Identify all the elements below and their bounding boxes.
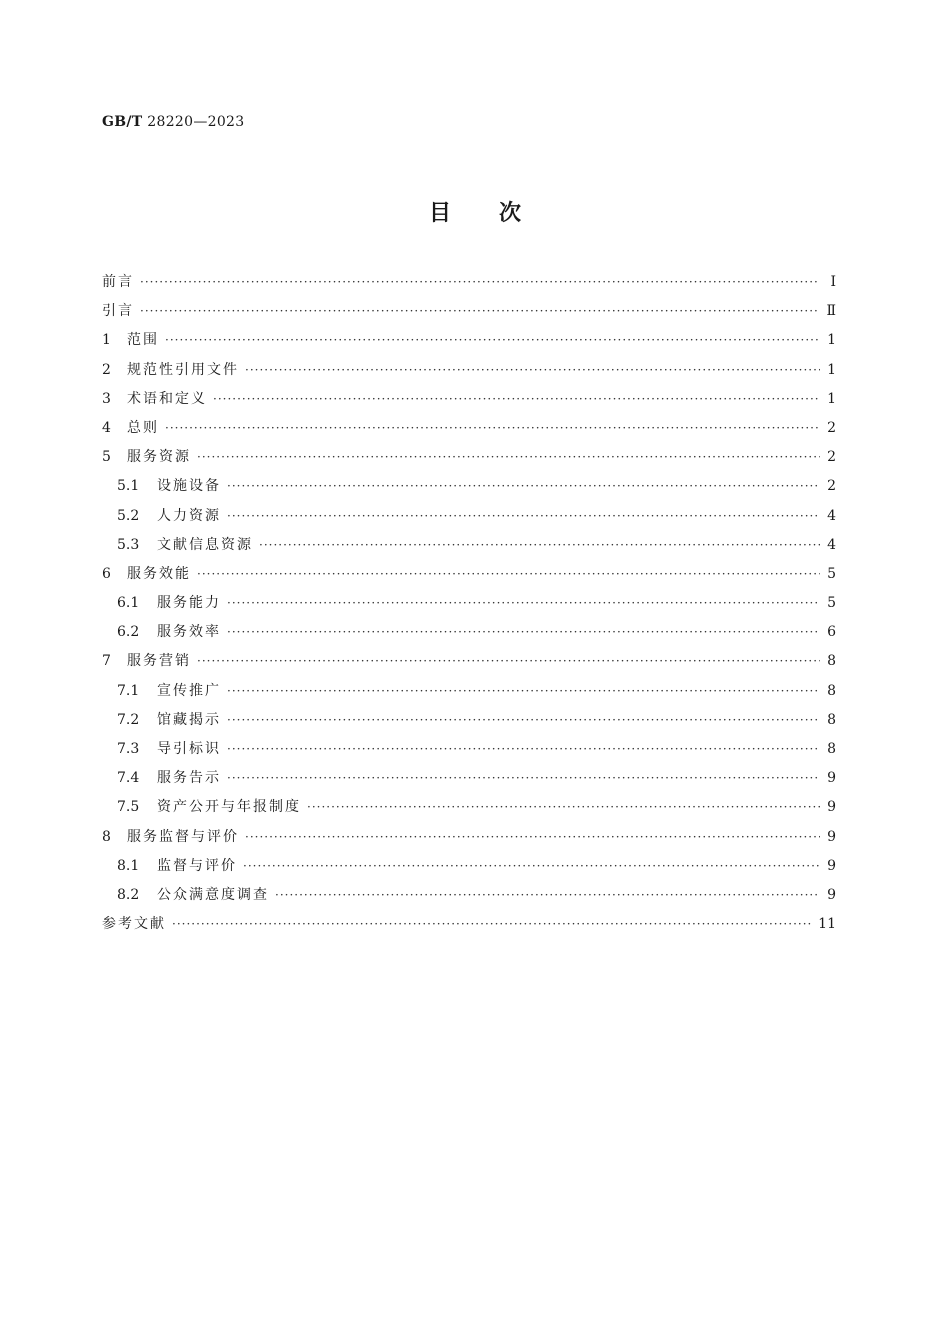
- toc-entry[interactable]: [102, 534, 836, 563]
- toc-leader-dots: [259, 538, 820, 552]
- toc-entry-number: 7.1: [117, 682, 140, 699]
- toc-entry-page: 8: [827, 711, 836, 728]
- toc-leader-dots: [197, 567, 820, 581]
- toc-entry[interactable]: [102, 826, 836, 855]
- toc-entry-number: 2: [102, 361, 111, 378]
- toc-leader-dots: [165, 333, 820, 347]
- toc-entry-label: 设施设备: [157, 478, 221, 495]
- toc-entry[interactable]: [102, 621, 836, 650]
- toc-entry[interactable]: [102, 650, 836, 679]
- toc-entry[interactable]: [102, 592, 836, 621]
- toc-entry-number: 7.5: [117, 799, 140, 816]
- toc-entry-number: 5: [102, 449, 111, 466]
- toc-entry[interactable]: [102, 767, 836, 796]
- toc-leader-dots: [197, 654, 820, 668]
- toc-entry-page: 2: [827, 449, 836, 466]
- toc-entry[interactable]: [102, 417, 836, 446]
- toc-entry-label: 参考文献: [102, 916, 166, 933]
- toc-entry-number: 8.1: [117, 857, 140, 874]
- toc-entry[interactable]: [102, 884, 836, 913]
- toc-entry-page: 6: [827, 624, 836, 641]
- toc-entry-number: 4: [102, 419, 111, 436]
- toc-leader-dots: [243, 859, 820, 873]
- toc-entry-page: 8: [827, 741, 836, 757]
- toc-entry-page: 5: [827, 595, 836, 612]
- toc-entry-label: 服务效率: [157, 624, 221, 641]
- toc-leader-dots: [172, 917, 812, 931]
- toc-entry-number: 6.1: [117, 595, 140, 612]
- toc-entry-label: 规范性引用文件: [127, 361, 239, 378]
- toc-entry-number: 1: [102, 332, 111, 349]
- toc-entry-label: 前言: [102, 274, 134, 290]
- toc-leader-dots: [275, 888, 820, 902]
- toc-leader-dots: [227, 713, 820, 727]
- toc-entry-label: 监督与评价: [157, 857, 237, 874]
- toc-entry-page: 1: [827, 361, 836, 378]
- table-of-contents: [102, 271, 836, 942]
- toc-entry-label: 资产公开与年报制度: [157, 799, 301, 816]
- toc-entry[interactable]: [102, 913, 836, 942]
- toc-entry[interactable]: [102, 563, 836, 592]
- toc-entry[interactable]: [102, 680, 836, 709]
- toc-entry-label: 引言: [102, 303, 134, 320]
- toc-leader-dots: [213, 392, 820, 406]
- toc-leader-dots: [227, 684, 820, 698]
- toc-leader-dots: [227, 742, 820, 756]
- toc-entry-label: 总则: [127, 419, 159, 436]
- toc-entry-page: 9: [827, 799, 836, 816]
- toc-entry[interactable]: [102, 855, 836, 884]
- toc-entry-page: 11: [818, 916, 836, 933]
- toc-entry-number: 7.3: [117, 741, 140, 757]
- toc-entry-label: 馆藏揭示: [157, 711, 221, 728]
- toc-entry-number: 5.2: [117, 507, 140, 524]
- toc-entry-page: 8: [827, 682, 836, 699]
- toc-entry[interactable]: [102, 738, 836, 767]
- toc-entry-number: 3: [102, 390, 111, 407]
- toc-entry-label: 服务营销: [127, 653, 191, 670]
- toc-entry-number: 6.2: [117, 624, 140, 641]
- toc-entry-page: 2: [827, 478, 836, 495]
- toc-entry[interactable]: [102, 300, 836, 329]
- toc-entry-number: 5.1: [117, 478, 140, 495]
- toc-entry-page: 1: [827, 332, 836, 349]
- toc-leader-dots: [140, 304, 820, 318]
- toc-entry-label: 宣传推广: [157, 682, 221, 699]
- toc-entry[interactable]: [102, 709, 836, 738]
- standard-prefix: GB/T: [102, 114, 143, 130]
- toc-leader-dots: [227, 625, 820, 639]
- toc-leader-dots: [307, 800, 820, 814]
- toc-entry[interactable]: [102, 446, 836, 475]
- toc-entry-number: 5.3: [117, 536, 140, 553]
- toc-entry-label: 服务资源: [127, 449, 191, 466]
- toc-entry-page: Ⅱ: [826, 303, 836, 320]
- toc-leader-dots: [245, 363, 820, 377]
- toc-entry-label: 公众满意度调查: [157, 886, 269, 903]
- toc-entry-number: 8.2: [117, 886, 140, 903]
- toc-entry-label: 导引标识: [157, 741, 221, 757]
- toc-entry-label: 服务能力: [157, 595, 221, 612]
- standard-code: [102, 114, 244, 130]
- toc-entry-page: 4: [827, 536, 836, 553]
- toc-entry-label: 服务监督与评价: [127, 828, 239, 845]
- page-title: 目次: [428, 200, 569, 226]
- toc-leader-dots: [227, 509, 820, 523]
- toc-leader-dots: [140, 275, 820, 289]
- toc-entry-page: 2: [827, 419, 836, 436]
- standard-number: 28220—2023: [147, 114, 245, 130]
- toc-entry-number: 7: [102, 653, 111, 670]
- toc-entry-page: Ⅰ: [830, 274, 836, 290]
- toc-entry[interactable]: [102, 475, 836, 504]
- toc-entry[interactable]: [102, 796, 836, 825]
- toc-leader-dots: [165, 421, 820, 435]
- toc-entry-label: 服务告示: [157, 770, 221, 787]
- toc-entry-label: 人力资源: [157, 507, 221, 524]
- toc-entry-label: 术语和定义: [127, 390, 207, 407]
- toc-entry[interactable]: [102, 359, 836, 388]
- toc-leader-dots: [227, 596, 820, 610]
- toc-entry-page: 1: [827, 390, 836, 407]
- toc-entry-page: 9: [827, 857, 836, 874]
- toc-entry-label: 服务效能: [127, 565, 191, 582]
- toc-leader-dots: [245, 830, 820, 844]
- toc-entry-page: 4: [827, 507, 836, 524]
- toc-entry-label: 文献信息资源: [157, 536, 253, 553]
- toc-entry[interactable]: [102, 505, 836, 534]
- toc-entry-number: 8: [102, 828, 111, 845]
- toc-entry-label: 范围: [127, 332, 159, 349]
- toc-leader-dots: [197, 450, 820, 464]
- toc-leader-dots: [227, 479, 820, 493]
- toc-entry-page: 9: [827, 886, 836, 903]
- toc-entry-page: 9: [827, 770, 836, 787]
- toc-entry[interactable]: [102, 388, 836, 417]
- toc-entry[interactable]: [102, 271, 836, 300]
- toc-entry-page: 5: [827, 565, 836, 582]
- toc-entry-number: 7.2: [117, 711, 140, 728]
- toc-entry-page: 9: [827, 828, 836, 845]
- toc-entry-number: 7.4: [117, 770, 140, 787]
- toc-entry-page: 8: [827, 653, 836, 670]
- toc-entry[interactable]: [102, 329, 836, 358]
- toc-leader-dots: [227, 771, 820, 785]
- toc-entry-number: 6: [102, 565, 111, 582]
